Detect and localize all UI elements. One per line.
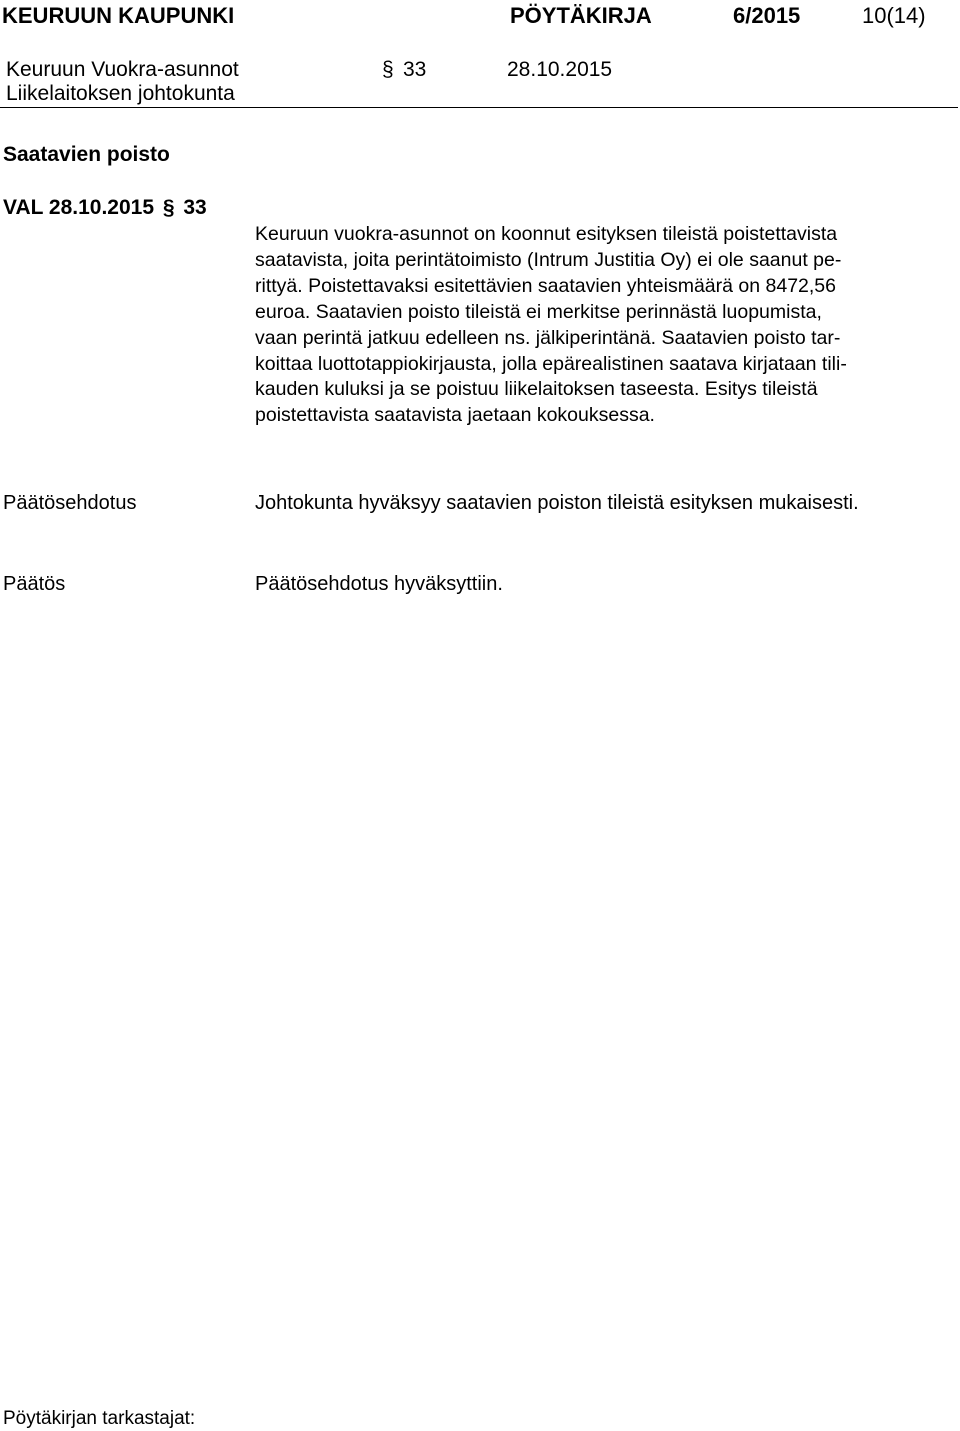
reference-prefix: VAL 28.10.2015: [3, 196, 154, 219]
description-line: koittaa luottotappiokirjausta, jolla epärealistinen saatava kirjataan tili-: [255, 352, 847, 375]
organization-name: KEURUUN KAUPUNKI: [2, 3, 235, 28]
item-title: Saatavien poisto: [3, 143, 170, 166]
section-number: 33: [403, 58, 427, 81]
description-line: Keuruun vuokra-asunnot on koonnut esityksen tileistä poistettavista: [255, 223, 838, 245]
item-reference: [3, 195, 207, 221]
meeting-date: 28.10.2015: [507, 58, 613, 81]
description-line: vaan perintä jatkuu edelleen ns. jälkiperintänä. Saatavien poisto tar-: [255, 326, 841, 349]
section-icon: §: [162, 196, 175, 219]
unit-board: Liikelaitoksen johtokunta: [6, 82, 235, 105]
document-number: 6/2015: [733, 3, 801, 28]
proposal-text: Johtokunta hyväksyy saatavien poiston tileistä esityksen mukaisesti.: [255, 492, 859, 514]
description-line: kauden kuluksi ja se poistuu liikelaitoksen taseesta. Esitys tileistä: [255, 378, 818, 401]
header-divider: [0, 107, 958, 108]
decision-text: Päätösehdotus hyväksyttiin.: [255, 573, 503, 595]
proposal-label: Päätösehdotus: [3, 492, 137, 514]
page-number: 10(14): [862, 3, 926, 28]
description-line: rittyä. Poistettavaksi esitettävien saatavien yhteismäärä on 8472,56: [255, 274, 836, 297]
decision-label: Päätös: [3, 573, 66, 595]
reference-number: 33: [183, 196, 207, 219]
description-line: saatavista, joita perintätoimisto (Intrum Justitia Oy) ei ole saanut pe-: [255, 248, 842, 271]
description-line: euroa. Saatavien poisto tileistä ei merkitse perinnästä luopumista,: [255, 300, 822, 323]
document-type: PÖYTÄKIRJA: [510, 3, 652, 28]
unit-name: Keuruun Vuokra-asunnot: [6, 58, 239, 81]
item-description: [255, 222, 955, 429]
reviewers-label: Pöytäkirjan tarkastajat:: [3, 1408, 196, 1429]
section-icon: §: [382, 58, 394, 81]
description-line: poistettavista saatavista jaetaan kokouksessa.: [255, 404, 655, 427]
